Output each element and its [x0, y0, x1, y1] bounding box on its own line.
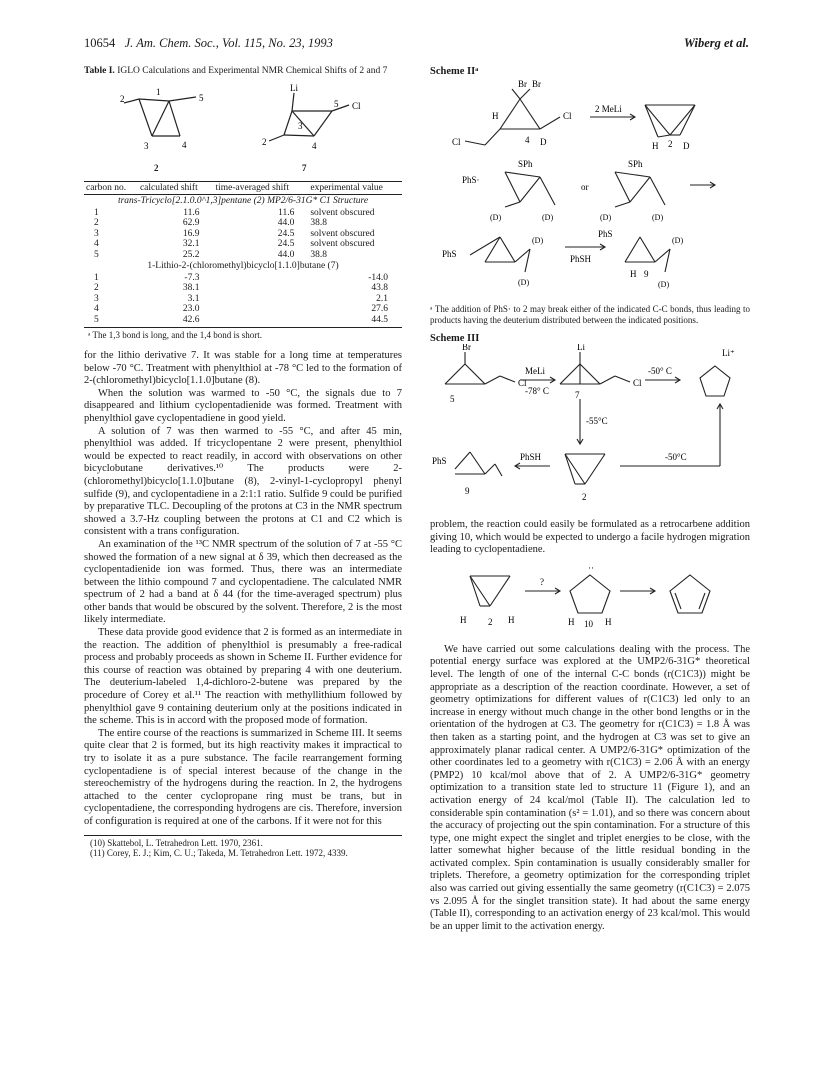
- table-row: 2 62.9 44.0 38.8: [94, 218, 327, 228]
- reference: (10) Skattebol, L. Tetrahedron Lett. 1970, 2361.: [90, 837, 263, 848]
- column-header: time-averaged shift: [213, 182, 308, 195]
- svg-text:Cl: Cl: [452, 137, 461, 147]
- scheme-3-label-9: 9: [465, 486, 470, 496]
- scheme-2-diagram: [430, 77, 750, 299]
- scheme-3-label-7: 7: [575, 390, 580, 400]
- svg-text:(D): (D): [542, 213, 554, 222]
- svg-text:2: 2: [668, 139, 673, 149]
- table-row: 4 32.1 24.5 solvent obscured: [94, 239, 375, 249]
- atom-label: Li: [290, 83, 298, 93]
- structure-2-drawing: [124, 97, 196, 136]
- atom-label: 5: [334, 99, 339, 109]
- nmr-table: [84, 181, 402, 328]
- scheme-2-phs: PhS·: [462, 175, 480, 185]
- scheme-3-temp-78: -78° C: [525, 386, 549, 396]
- table-header-row: [84, 182, 402, 195]
- svg-text:Li: Li: [577, 344, 585, 352]
- atom-label: 3: [298, 121, 303, 131]
- running-header: [84, 36, 333, 51]
- paragraph: for the lithio derivative 7. It was stable for a long time at temperatures below -70 °C. Treatment with phenylthiol at -78 °C led to the formation of 2-(chloromethyl)bicyclo[1.1.0]butane (8).: [84, 350, 402, 387]
- scheme-2-title: Scheme IIᵃ: [430, 66, 479, 77]
- svg-text:PhS: PhS: [598, 229, 613, 239]
- svg-text:H: H: [460, 614, 467, 625]
- table-row: 1 -7.3 -14.0: [94, 272, 388, 283]
- paragraph: A solution of 7 was then warmed to -55 °C, and after 45 min, phenylthiol was added. If tricyclopentane 2 were present, phenylthiol would be expected to react readily, in accord with observations on other bicyclobutane derivatives.¹⁰ The products were 2-(chloromethyl)bicyclo[1.1.0]butane (8), 2-vinyl-1-cyclopropyl phenyl sulfide (9), and cyclopentadiene in a 2:1:1 ratio. Sulfide 9 could be purified by preparative TLC. Decoupling of the protons at C3 in the NMR spectrum showed a 3.7-Hz coupling between the protons at C1 and C2 which is consistent with a trans configuration.: [84, 425, 402, 538]
- journal-citation: J. Am. Chem. Soc., Vol. 115, No. 23, 1993: [124, 36, 333, 50]
- retro-question: ?: [540, 576, 544, 587]
- scheme-2-or: or: [581, 182, 589, 192]
- svg-text:(D): (D): [652, 213, 664, 222]
- scheme-3-temp-50b: -50°C: [665, 452, 687, 462]
- svg-text:D: D: [683, 141, 690, 151]
- atom-label: 4: [312, 141, 317, 151]
- atom-label: 5: [199, 93, 204, 103]
- svg-text:H: H: [508, 614, 515, 625]
- left-column: [84, 66, 402, 859]
- retro-label-10: 10: [584, 618, 593, 629]
- structure-7-label: 7: [302, 163, 307, 173]
- svg-text:H: H: [605, 616, 612, 627]
- left-body-text: [84, 350, 402, 829]
- scheme-2-phsh: PhSH: [570, 254, 592, 264]
- structure-drawings: [84, 81, 402, 179]
- scheme-3-diagram: [430, 344, 750, 514]
- atom-label: 3: [144, 141, 149, 151]
- retrocarbene-diagram: [430, 561, 750, 633]
- table-row: 2 38.1 43.8: [94, 283, 388, 293]
- svg-text:(D): (D): [532, 236, 544, 245]
- svg-text:(D): (D): [658, 280, 670, 289]
- table-section-title: trans-Tricyclo[2.1.0.0^1,3]pentane (2) MP2/6-31G* C1 Structure: [117, 196, 369, 206]
- table-row: 5 42.6 44.5: [84, 315, 402, 328]
- scheme-3-label-2: 2: [582, 492, 587, 502]
- atom-label: 4: [182, 140, 187, 150]
- paragraph: These data provide good evidence that 2 is formed as an intermediate in the reaction. The addition of phenylthiol is presumably a free-radical process and probably proceeds as shown in Scheme II. Further evidence for this course of reaction was obtained by preparing 4 with one deuterium. The deuterium-labeled 1,4-dichloro-2-butene was prepared by the procedure of Corey et al.¹¹ The reaction with methyllithium followed by phenylthiol gave 9 containing deuterium only at the positions indicated in the scheme. This is in accord with the proposed mode of formation.: [84, 627, 402, 727]
- svg-text:(D): (D): [518, 278, 530, 287]
- right-body-text-top: [430, 519, 750, 557]
- svg-text:4: 4: [525, 135, 530, 145]
- paragraph: The entire course of the reactions is summarized in Scheme III. It seems quite clear that 2 is formed, but its high reactivity makes it impractical to try to isolate it as a pure substance. The facile rearrangement forming cyclopentadiene is of special interest because of the change in the stereochemistry of the hydrogens during the reaction. In 2, the hydrogens attached to the center cyclopropane ring must be trans, but in cyclopentadiene, the corresponding hydrogens are cis. Therefore, inversion of configuration is required at one of the carbons. If it were not for this: [84, 727, 402, 827]
- table-footnote: ᵃ The 1,3 bond is long, and the 1,4 bond is short.: [88, 330, 263, 340]
- svg-text:··: ··: [588, 562, 594, 573]
- svg-text:H: H: [652, 141, 659, 151]
- scheme-3-li-plus: Li⁺: [722, 348, 735, 358]
- paragraph: problem, the reaction could easily be formulated as a retrocarbene addition giving 10, which would be expected to undergo a facile hydrogen migration leading to cyclopentadiene.: [430, 519, 750, 556]
- structure-2-label: 2: [154, 163, 159, 173]
- svg-text:H: H: [568, 616, 575, 627]
- page-number: 10654: [84, 36, 116, 50]
- right-column: [430, 66, 750, 933]
- svg-text:Cl: Cl: [633, 378, 642, 388]
- svg-text:Br: Br: [518, 79, 527, 89]
- paragraph: An examination of the ¹³C NMR spectrum of the solution of 7 at -55 °C showed the formation of a new signal at δ 39, which then decreased as the cyclopentadienide ion was formed. Thus, there was an intermediate between the lithio compound 7 and cyclopentadiene. The calculated NMR spectrum of 2 had a band at δ 44 (for the time-averaged spectrum) plus other bands that would be obscured by the solvent. Therefore, 2 is the most likely intermediate.: [84, 538, 402, 626]
- table-row: 3 16.9 24.5 solvent obscured: [94, 228, 375, 239]
- svg-text:(D): (D): [490, 213, 502, 222]
- svg-text:PhS: PhS: [442, 249, 457, 259]
- svg-text:SPh: SPh: [518, 159, 533, 169]
- scheme-2-reagent: 2 MeLi: [595, 104, 622, 114]
- svg-text:H: H: [630, 269, 637, 279]
- table-structures: [84, 81, 402, 179]
- column-header: experimental value: [308, 182, 402, 195]
- svg-text:Cl: Cl: [518, 378, 527, 388]
- svg-text:Br: Br: [462, 344, 471, 352]
- table-row: 3 3.1 2.1: [94, 293, 388, 304]
- retro-label-2: 2: [488, 616, 493, 627]
- atom-label: Cl: [352, 101, 361, 111]
- svg-text:PhS: PhS: [432, 456, 447, 466]
- table-row: 1 11.6 11.6 solvent obscured: [94, 207, 375, 218]
- table-caption: Table I. IGLO Calculations and Experimental NMR Chemical Shifts of 2 and 7: [84, 66, 388, 76]
- table-row: 4 23.0 27.6: [94, 304, 388, 314]
- svg-text:Br: Br: [532, 79, 541, 89]
- scheme-3-title: Scheme III: [430, 333, 480, 344]
- scheme-3-temp-50a: -50° C: [648, 366, 672, 376]
- svg-text:SPh: SPh: [628, 159, 643, 169]
- atom-label: 1: [156, 87, 161, 97]
- scheme-2-footnote: ᵃ The addition of PhS· to 2 may break either of the indicated C-C bonds, thus leading to products having the deuterium distributed between the indicated positions.: [430, 304, 750, 325]
- table-section-title: 1-Lithio-2-(chloromethyl)bicyclo[1.1.0]butane (7): [147, 261, 339, 271]
- scheme-3-phsh: PhSH: [520, 452, 542, 462]
- scheme-3-label-5: 5: [450, 394, 455, 404]
- reference: (11) Corey, E. J.; Kim, C. U.; Takeda, M. Tetrahedron Lett. 1972, 4339.: [90, 848, 348, 859]
- svg-text:(D): (D): [672, 236, 684, 245]
- atom-label: 2: [120, 94, 125, 104]
- svg-text:Cl: Cl: [563, 111, 572, 121]
- right-body-text: [430, 644, 750, 934]
- scheme-3-meli: MeLi: [525, 366, 545, 376]
- references: [84, 835, 402, 859]
- table-row: 5 25.2 44.0 38.8: [94, 249, 327, 260]
- svg-text:9: 9: [644, 269, 649, 279]
- running-authors: Wiberg et al.: [683, 36, 749, 50]
- svg-text:D: D: [540, 137, 547, 147]
- scheme-3-temp-55: -55°C: [586, 416, 608, 426]
- paragraph: We have carried out some calculations dealing with the process. The potential energy surface was explored at the UMP2/6-31G* theoretical level. The length of one of the internal C-C bonds (r(C1C3)) might be appropriate as a description of the reaction coordinate. However, a set of geometry optimizations for different values of r(C1C3) led only to an increase in energy without much change in the other bond lengths or in the orientation of the hydrogen at C3. The geometry for r(C1C3) = 1.8 Å was then taken as a starting point, and the hydrogen at C3 was set to give an approximately planar radical center. A UMP2/6-31G* optimization of the other coordinates led to a geometry with r(C1C3) = 2.06 Å with an energy (PMP2) 10 kcal/mol above that of 2. A UMP2/6-31G* geometry optimization to a transition state led to structure 11 (Figure 1), and an activation energy of 24 kcal/mol (Table II). The calculation led to considerable spin contamination (s² = 1.01), and so there was concern about the accuracy of projecting out the spin contamination. For a structure of this type, one might expect the singlet and triplet energies to be close, with the latter somewhat higher because of the little residual bonding in the activated complex. Spin contamination is usually considerably smaller for triplets. Therefore, a geometry optimization for the corresponding triplet also was carried out giving essentially the same geometry (r(C1C3) = 2.075 vs 2.095 Å for the singlet transition state). It had about the same energy (Table II), corresponding to an activation energy of 23 kcal/mol. This would be an upper limit to the activation energy.: [430, 643, 750, 932]
- column-header: calculated shift: [138, 182, 214, 195]
- paragraph: When the solution was warmed to -50 °C, the signals due to 7 disappeared and lithium cyclopentadienide was formed. Treatment with phenylthiol gave cyclopentadiene in good yield.: [84, 387, 402, 424]
- atom-label: 2: [262, 137, 267, 147]
- column-header: carbon no.: [84, 182, 138, 195]
- svg-text:(D): (D): [600, 213, 612, 222]
- svg-text:H: H: [492, 111, 499, 121]
